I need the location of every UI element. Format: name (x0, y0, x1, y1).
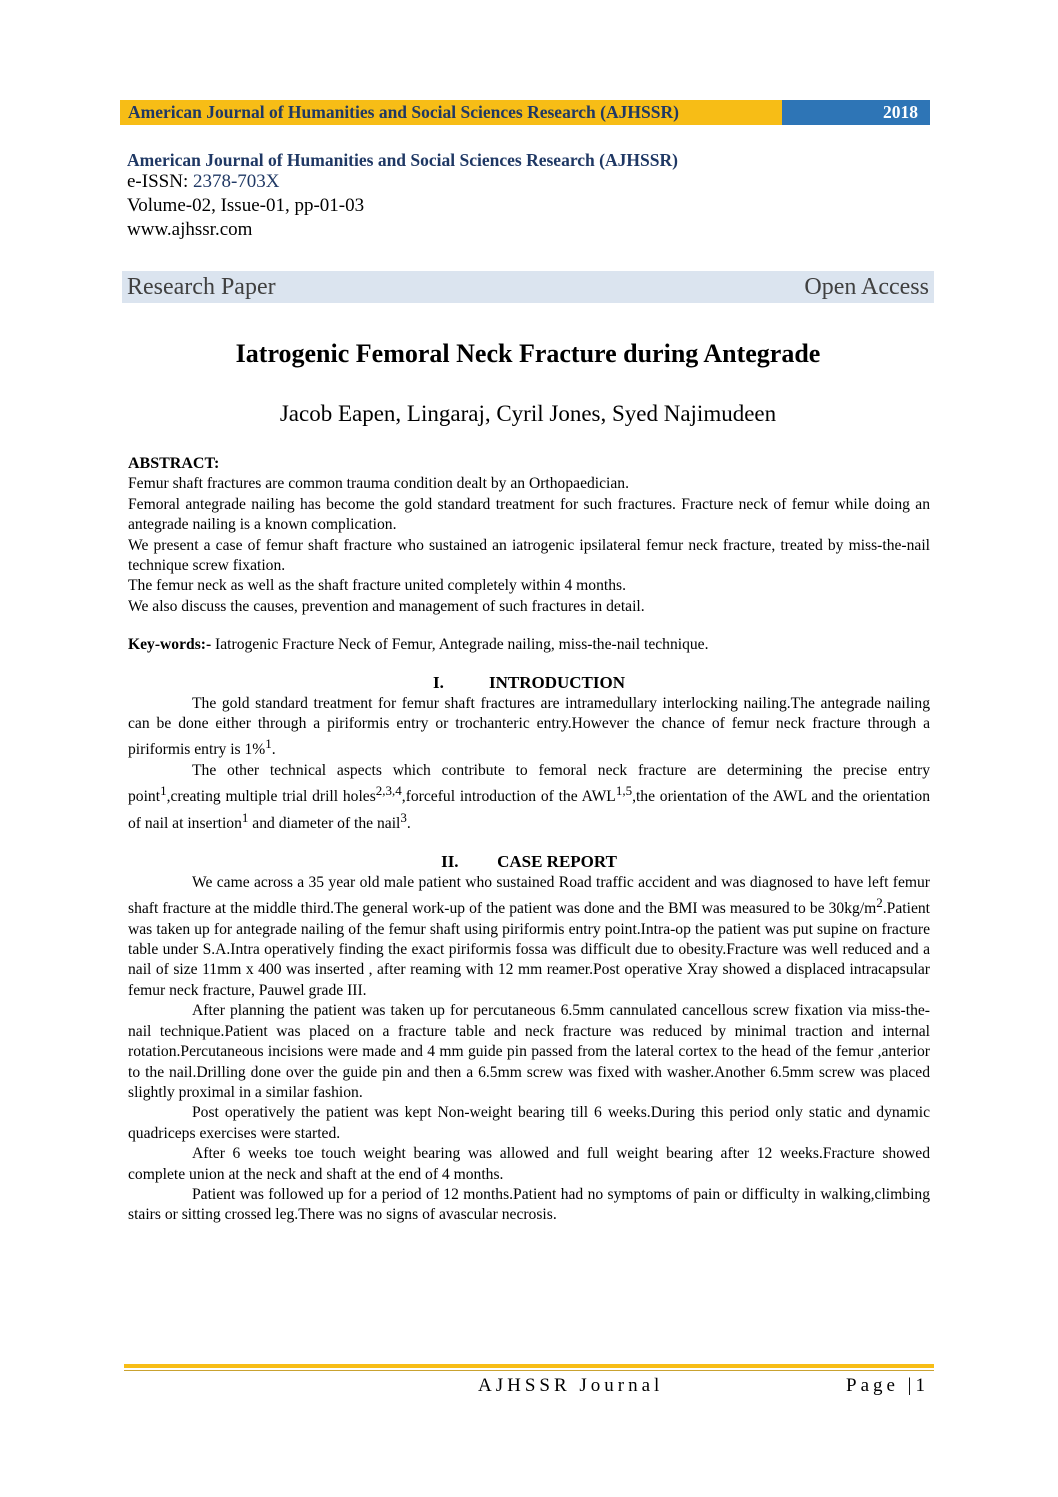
superscript: 2 (876, 895, 883, 911)
section-title: INTRODUCTION (488, 672, 626, 692)
paper-body (128, 454, 930, 1226)
section-title: CASE REPORT (497, 851, 617, 871)
journal-name: American Journal of Humanities and Social Sciences Research (AJHSSR) (127, 150, 678, 170)
introduction-paragraph (128, 694, 930, 761)
introduction-paragraph (128, 761, 930, 835)
footer-divider-thin (124, 1370, 934, 1371)
journal-header-bar (120, 100, 930, 125)
case-report-paragraph: Post operatively the patient was kept Non-weight bearing till 6 weeks.During this period only static and dynamic quadriceps exercises were started. (128, 1104, 930, 1142)
case-report-paragraph: Patient was followed up for a period of 12 months.Patient had no symptoms of pain or difficulty in walking,climbing stairs or sitting crossed leg.There was no signs of avascular necrosis. (128, 1185, 930, 1224)
section-number: II. (441, 851, 459, 871)
citation: 3 (400, 810, 407, 826)
website-link[interactable]: www.ajhssr.com (127, 219, 253, 240)
paragraph-text: ,creating multiple trial drill holes (166, 788, 376, 806)
abstract-line: Femoral antegrade nailing has become the gold standard treatment for such fractures. Fracture neck of femur while doing an antegrade nailing is a known complication. (128, 495, 930, 534)
journal-header-year: 2018 (782, 100, 930, 125)
citation: 2,3,4 (375, 783, 402, 799)
issn-label: e-ISSN: (127, 171, 193, 192)
issn-value: 2378-703X (192, 171, 280, 192)
abstract-line: We also discuss the causes, prevention and management of such fractures in detail. (128, 597, 645, 615)
citation: 1 (241, 810, 249, 826)
footer-divider (124, 1364, 934, 1368)
keywords-label: Key-words:- (128, 636, 212, 654)
volume-line: Volume-02, Issue-01, pp-01-03 (127, 195, 365, 216)
paper-type-ribbon (122, 271, 934, 303)
abstract-line: We present a case of femur shaft fracture who sustained an iatrogenic ipsilateral femur neck fracture, treated by miss-the-nail technique screw fixation. (128, 536, 930, 575)
abstract-heading: ABSTRACT: (128, 455, 220, 472)
citation: 1 (265, 736, 272, 752)
footer-page-number: Page |1 (846, 1375, 929, 1396)
paragraph-text: .Patient was taken up for antegrade nailing of the femur shaft using piriformis entry point.Intra-op the patient was put supine on fracture table under S.A.Intra operatively finding the exact piriformis fossa was difficult due to obesity.Fracture was well reduced and a nail of size 11mm x 400 was inserted , after reaming with 12 mm reamer.Post operative Xray showed a displaced intracapsular femur neck fracture, Pauwel grade III. (128, 900, 930, 999)
journal-header-title: American Journal of Humanities and Social Sciences Research (AJHSSR) (120, 100, 782, 125)
abstract-line: The femur neck as well as the shaft fracture united completely within 4 months. (128, 577, 626, 595)
case-report-paragraph: After 6 weeks toe touch weight bearing was allowed and full weight bearing after 12 weeks.Fracture showed complete union at the neck and shaft at the end of 4 months. (128, 1145, 930, 1183)
footer-journal: AJHSSR Journal (478, 1375, 664, 1396)
section-number: I. (432, 672, 444, 692)
paragraph-text: The gold standard treatment for femur shaft fractures are intramedullary interlocking nailing.The antegrade nailing can be done either through a piriformis entry or trochanteric entry.However the chance of femur neck fracture through a piriformis entry is 1% (128, 694, 930, 759)
issn-line (127, 170, 937, 194)
paper-title: Iatrogenic Femoral Neck Fracture during Antegrade (235, 339, 821, 368)
case-report-paragraph (128, 873, 930, 1002)
keywords-line (128, 635, 930, 655)
keywords-text: Iatrogenic Fracture Neck of Femur, Antegrade nailing, miss-the-nail technique. (211, 636, 709, 654)
citation: 1 (160, 783, 167, 799)
case-report-paragraph: After planning the patient was taken up for percutaneous 6.5mm cannulated cancellous screw fixation via miss-the-nail technique.Patient was placed on a fracture table and neck fracture was reduced by minimal traction and internal rotation.Percutaneous incisions were made and 4 mm guide pin passed from the lateral cortex to the head of the femur ,anterior to the nail.Drilling done over the guide pin and then a 6.5mm screw was fixed with washer.Another 6.5mm screw was placed slightly proximal in a similar fashion. (128, 1002, 930, 1101)
citation: 1,5 (615, 783, 633, 799)
paragraph-text: and diameter of the nail (248, 815, 401, 833)
journal-info-block (127, 150, 937, 242)
paragraph-text: . (406, 815, 411, 833)
paragraph-text: ,forceful introduction of the AWL (401, 788, 616, 806)
paragraph-text: . (271, 741, 276, 759)
access-label: Open Access (804, 273, 929, 300)
paper-authors: Jacob Eapen, Lingaraj, Cyril Jones, Syed Najimudeen (279, 401, 777, 426)
case-report-heading (128, 851, 930, 873)
paragraph-text: The other technical aspects which contribute to femoral neck fracture are determining the precise entry point (128, 762, 930, 806)
abstract-line: Femur shaft fractures are common trauma condition dealt by an Orthopaedician. (128, 475, 629, 493)
paragraph-text: ,the orientation of the AWL and the orientation of nail at insertion (128, 788, 931, 833)
introduction-heading (128, 672, 930, 694)
paper-type-label: Research Paper (127, 273, 276, 300)
paragraph-text: We came across a 35 year old male patient who sustained Road traffic accident and was diagnosed to have left femur shaft fracture at the middle third.The general work-up of the patient was done and the BMI was measured to be 30kg/m (128, 873, 930, 918)
